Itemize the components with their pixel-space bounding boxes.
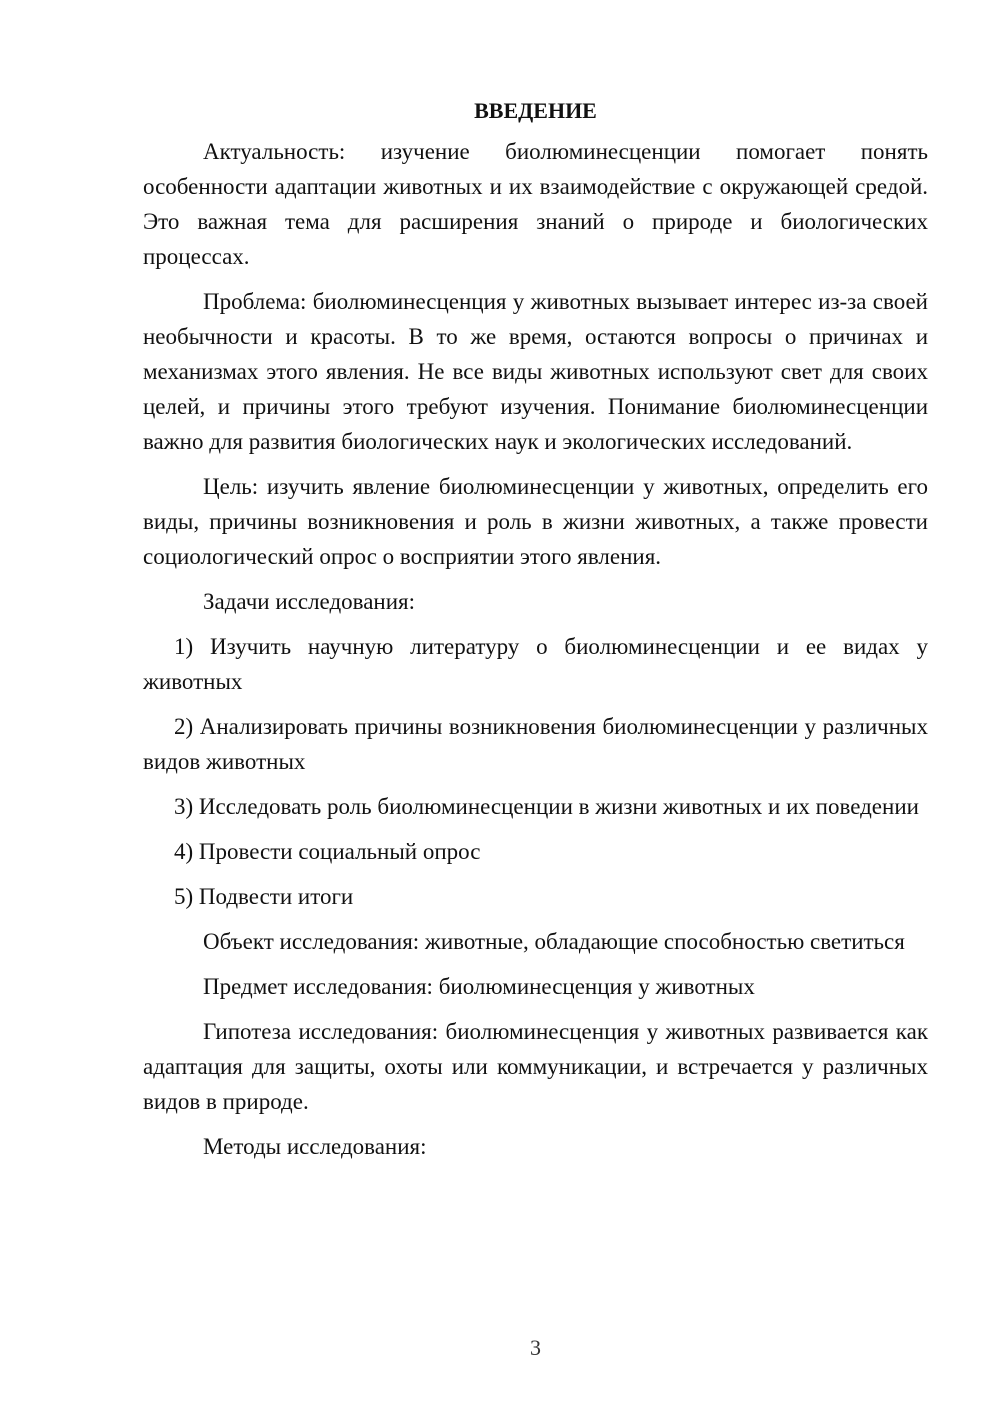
tasks-heading: Задачи исследования:: [203, 589, 416, 614]
page-content: [143, 93, 928, 1174]
task-item-1: 1) Изучить научную литературу о биолюминесценции и ее видах у животных: [143, 634, 928, 694]
paragraph-problem: Проблема: биолюминесценция у животных вызывает интерес из-за своей необычности и красоты. В то же время, остаются вопросы о причинах и механизмах этого явления. Не все виды животных используют свет для своих целей, и причины этого требуют изучения. Понимание биолюминесценции важно для развития биологических наук и экологических исследований.: [143, 289, 928, 454]
task-item-3: 3) Исследовать роль биолюминесценции в жизни животных и их поведении: [174, 794, 919, 819]
page-title: ВВЕДЕНИЕ: [474, 98, 597, 123]
task-item-2: 2) Анализировать причины возникновения биолюминесценции у различных видов животных: [143, 714, 928, 774]
paragraph-subject: Предмет исследования: биолюминесценция у животных: [203, 974, 755, 999]
methods-heading: Методы исследования:: [203, 1134, 427, 1159]
paragraph-object: Объект исследования: животные, обладающие способностью светиться: [203, 929, 905, 954]
paragraph-goal: Цель: изучить явление биолюминесценции у животных, определить его виды, причины возникновения и роль в жизни животных, а также провести социологический опрос о восприятии этого явления.: [143, 474, 928, 569]
task-item-4: 4) Провести социальный опрос: [174, 839, 481, 864]
paragraph-relevance: Актуальность: изучение биолюминесценции помогает понять особенности адаптации животных и их взаимодействие с окружающей средой. Это важная тема для расширения знаний о природе и биологических процессах.: [143, 139, 928, 269]
page-number: 3: [530, 1335, 541, 1360]
paragraph-hypothesis: Гипотеза исследования: биолюминесценция у животных развивается как адаптация для защиты, охоты или коммуникации, и встречается у различных видов в природе.: [143, 1019, 928, 1114]
task-item-5: 5) Подвести итоги: [174, 884, 354, 909]
